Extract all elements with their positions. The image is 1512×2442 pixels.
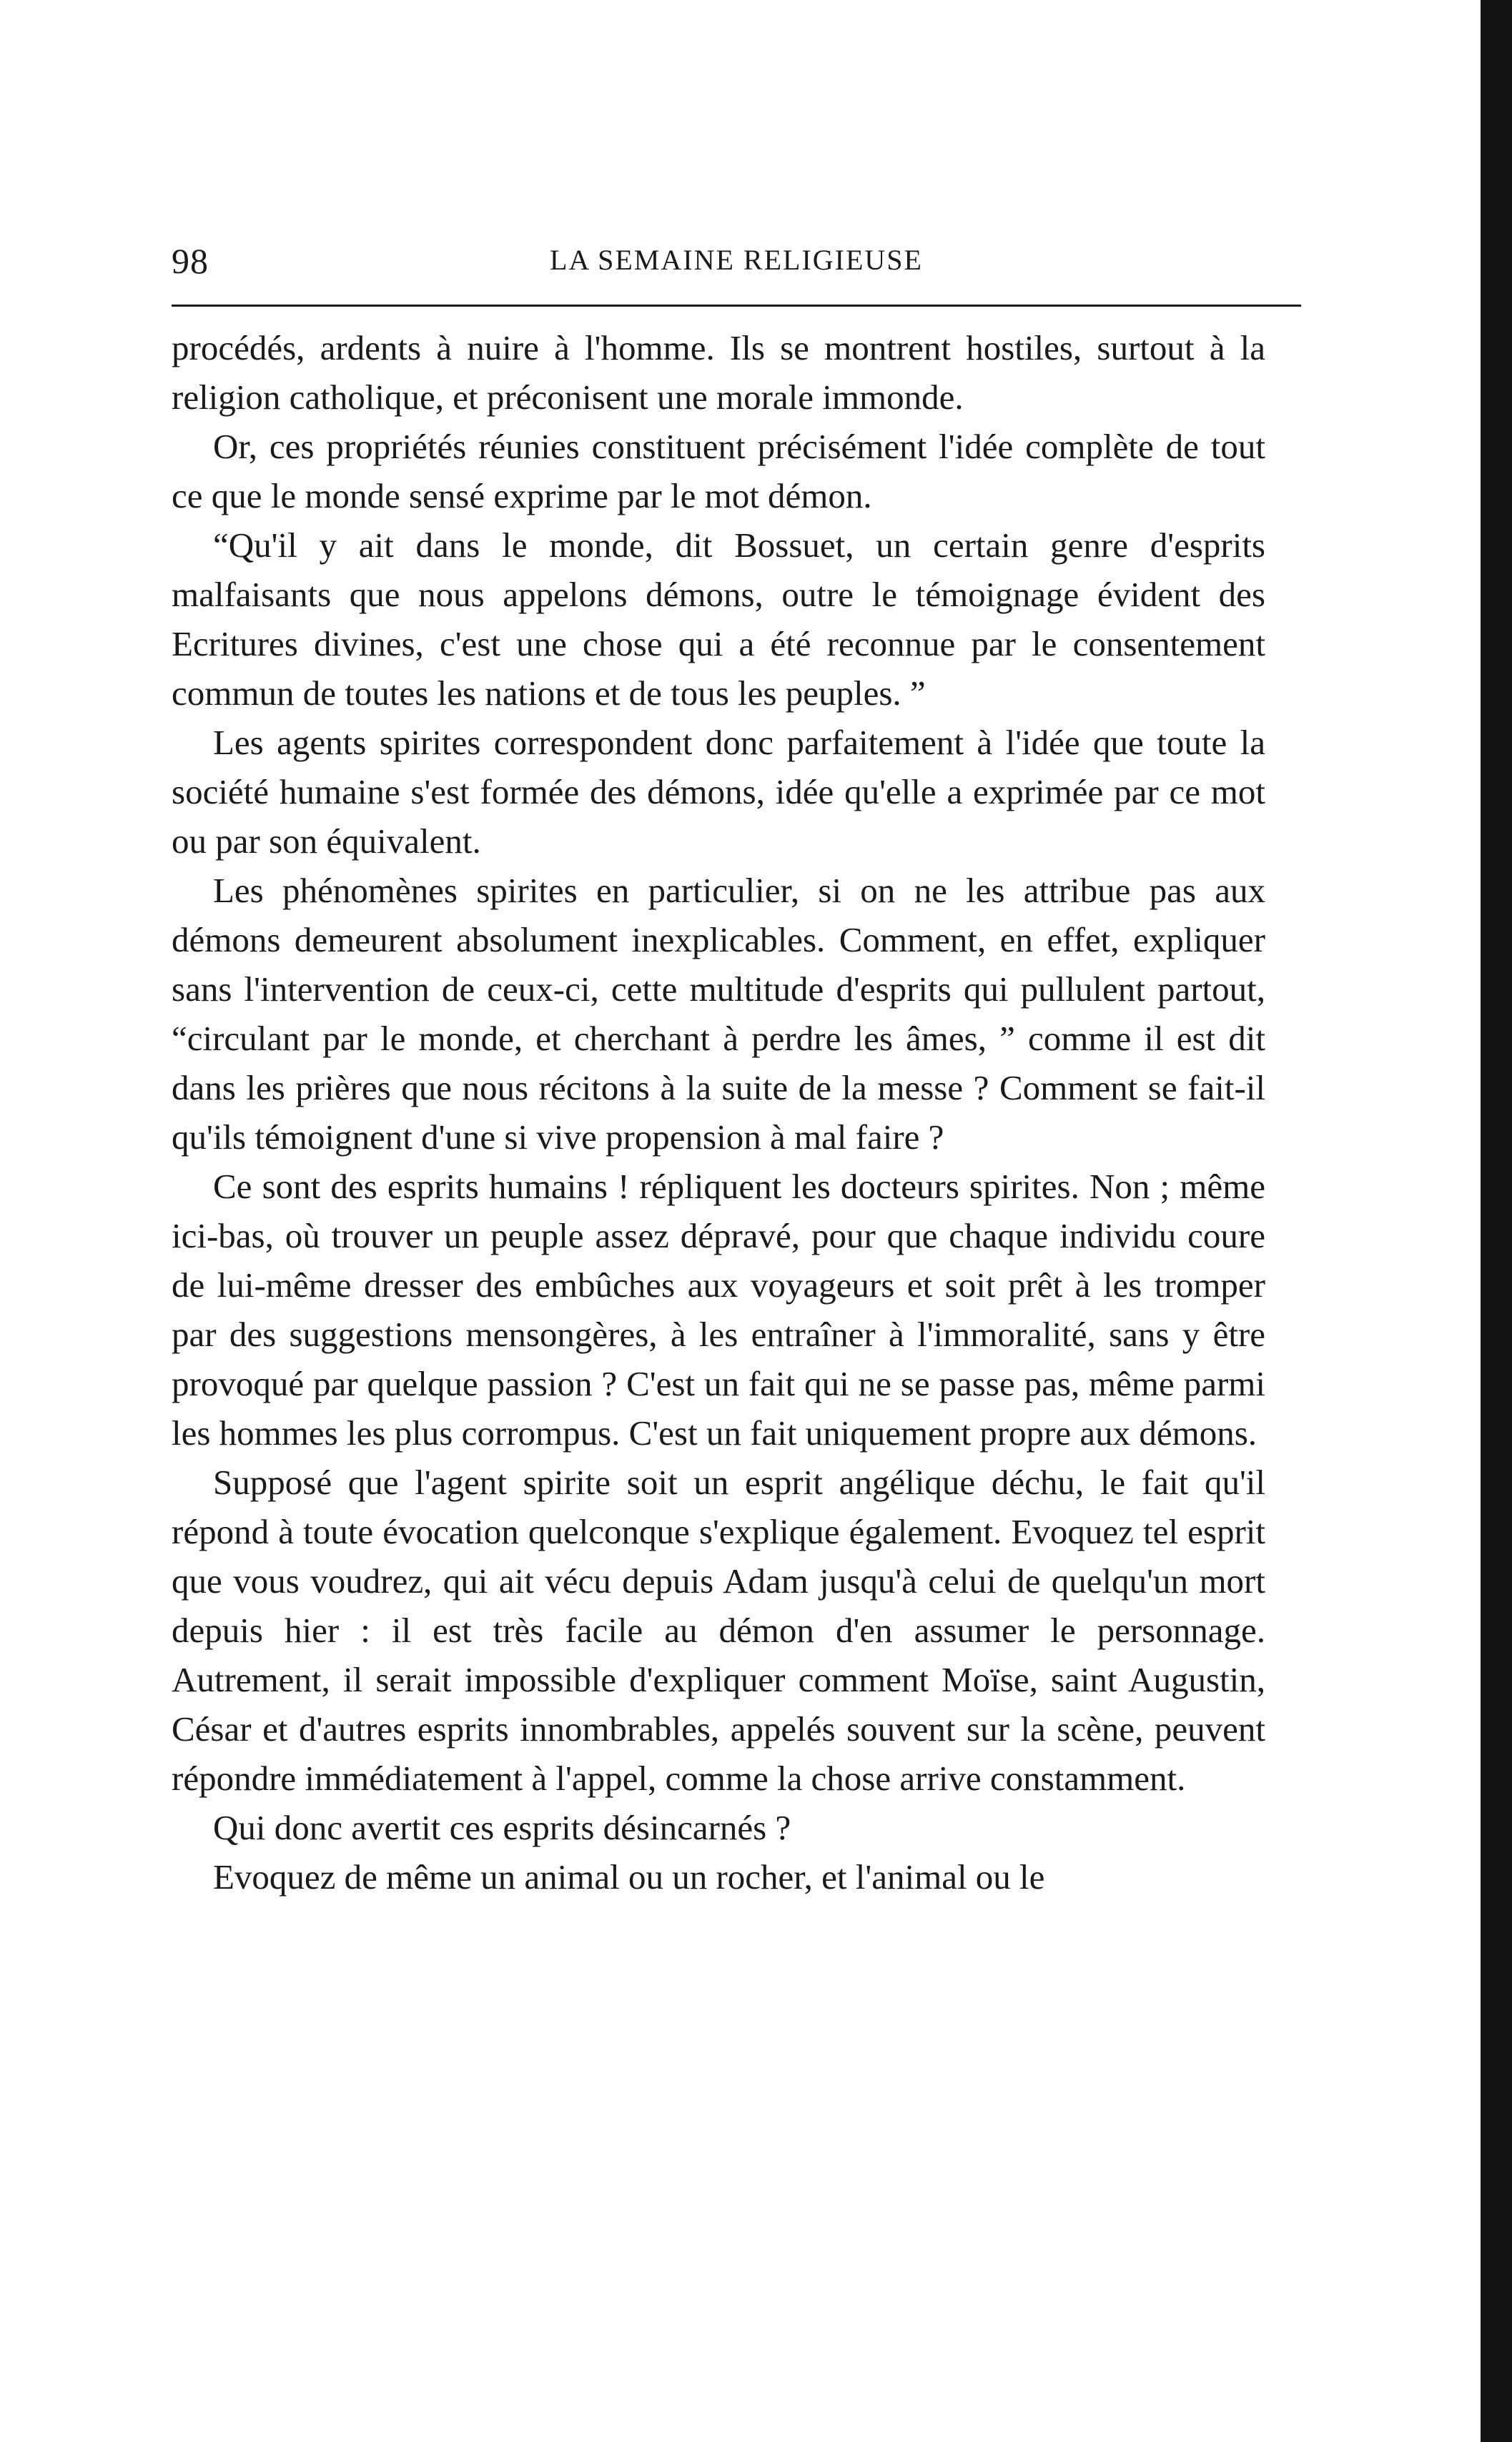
paragraph: Ce sont des esprits humains ! répliquent les docteurs spirites. Non ; même ici-bas, où trouver un peuple assez dépravé, pour que chaque individu coure de lui-même dresser des embûches aux voyageurs et soit prêt à les tromper par des suggestions mensongères, à les entraîner à l'immoralité, sans y être provoqué par quelque passion ? C'est un fait qui ne se passe pas, même parmi les hommes les plus corrompus. C'est un fait uniquement propre aux démons.	[172, 1167, 1265, 1453]
paragraph: Or, ces propriétés réunies constituent précisément l'idée complète de tout ce que le monde sensé exprime par le mot démon.	[172, 427, 1265, 515]
paragraph: Les agents spirites correspondent donc parfaitement à l'idée que toute la société humaine s'est formée des démons, idée qu'elle a exprimée par ce mot ou par son équivalent.	[172, 723, 1265, 861]
header-rule	[172, 305, 1301, 307]
paragraph: Supposé que l'agent spirite soit un esprit angélique déchu, le fait qu'il répond à toute évocation quelconque s'explique également. Evoquez tel esprit que vous voudrez, qui ait vécu depuis Adam jusqu'à celui de quelqu'un mort depuis hier : il est très facile au démon d'en assumer le personnage. Autrement, il serait impossible d'expliquer comment Moïse, saint Augustin, César et d'autres esprits innombrables, appelés souvent sur la scène, peuvent répondre immédiatement à l'appel, comme la chose arrive constamment.	[172, 1463, 1265, 1798]
body-text	[172, 323, 1265, 1902]
paragraph: “Qu'il y ait dans le monde, dit Bossuet, un certain genre d'esprits malfaisants que nous appelons démons, outre le témoignage évident des Ecritures divines, c'est une chose qui a été reconnue par le consentement commun de toutes les nations et de tous les peuples. ”	[172, 525, 1265, 713]
paragraph: Qui donc avertit ces esprits désincarnés ?	[213, 1808, 791, 1847]
paragraph: Les phénomènes spirites en particulier, si on ne les attribue pas aux démons demeurent absolument inexplicables. Comment, en effet, expliquer sans l'intervention de ceux-ci, cette multitude d'esprits qui pullulent partout, “circulant par le monde, et cherchant à perdre les âmes, ” comme il est dit dans les prières que nous récitons à la suite de la messe ? Comment se fait-il qu'ils témoignent d'une si vive propension à mal faire ?	[172, 871, 1265, 1157]
page-number: 98	[172, 241, 209, 281]
paragraph: Evoquez de même un animal ou un rocher, et l'animal ou le	[213, 1857, 1045, 1897]
running-title: LA SEMAINE RELIGIEUSE	[550, 244, 923, 276]
scan-edge-shadow	[1481, 0, 1512, 2442]
page-header	[172, 236, 1301, 287]
paragraph: procédés, ardents à nuire à l'homme. Ils se montrent hostiles, surtout à la religion catholique, et préconisent une morale immonde.	[172, 328, 1265, 417]
